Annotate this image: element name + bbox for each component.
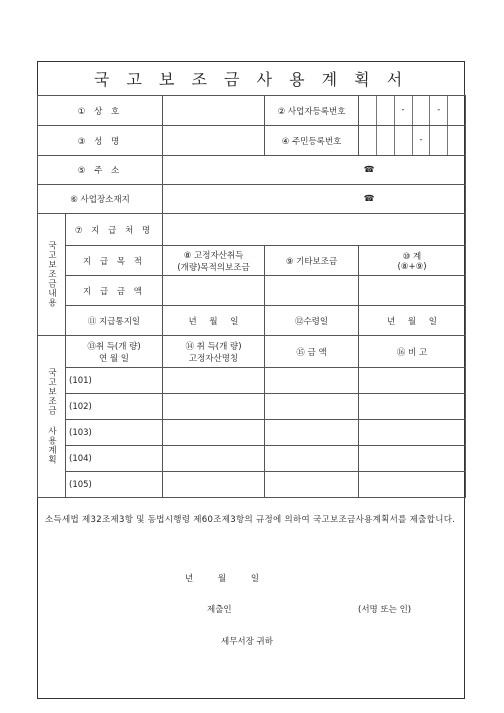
plan-cell[interactable]: [163, 394, 265, 420]
h13-header: ⑬취 득(개 량) 연 월 일: [66, 336, 163, 368]
plan-cell[interactable]: [163, 368, 265, 394]
signature-label: (서명 또는 인): [358, 605, 412, 615]
amount-col10[interactable]: [359, 276, 466, 306]
payer-label: ⑦ 지 급 처 명: [66, 214, 163, 246]
form-table: [37, 95, 466, 498]
receipt-value[interactable]: 년 월 일: [359, 306, 466, 336]
plan-cell[interactable]: [265, 394, 359, 420]
plan-cell[interactable]: [163, 446, 265, 472]
h16-header: ⑯ 비 고: [359, 336, 466, 368]
submit-date: 년 월 일: [185, 574, 260, 584]
company-label: ① 상 호: [38, 96, 163, 126]
submitter-label: 제출인: [207, 605, 232, 615]
plan-cell[interactable]: [163, 472, 265, 498]
name-value[interactable]: [163, 126, 265, 156]
receipt-label: ⑫수령일: [265, 306, 359, 336]
name-label: ③ 성 명: [38, 126, 163, 156]
site-label: ⑥ 사업장소재지: [38, 185, 163, 214]
col9-header: ⑨ 기타보조금: [265, 246, 359, 276]
plan-row-103: (103): [66, 420, 163, 446]
phone-icon: ☎: [363, 165, 375, 175]
plan-cell[interactable]: [265, 368, 359, 394]
plan-cell[interactable]: [265, 446, 359, 472]
site-value[interactable]: [163, 185, 466, 214]
plan-cell[interactable]: [359, 394, 466, 420]
plan-row-102: (102): [66, 394, 163, 420]
plan-row-104: (104): [66, 446, 163, 472]
plan-cell[interactable]: [359, 420, 466, 446]
amount-col9[interactable]: [265, 276, 359, 306]
amount-col8[interactable]: [163, 276, 265, 306]
plan-cell[interactable]: [359, 368, 466, 394]
payer-value[interactable]: [163, 214, 466, 246]
address-value[interactable]: [163, 156, 466, 185]
notice-date-label: ⑪ 지급통지일: [66, 306, 163, 336]
idno-sep: -: [413, 126, 431, 155]
plan-cell[interactable]: [163, 420, 265, 446]
col8-header: ⑧ 고정자산취득 (개량)목적의보조금: [163, 246, 265, 276]
col10-header: ⑩ 계 (⑧+⑨): [359, 246, 466, 276]
bizno-label: ② 사업자등록번호: [265, 96, 359, 126]
company-value[interactable]: [163, 96, 265, 126]
bizno-sep2: -: [430, 96, 448, 125]
plan-cell[interactable]: [265, 420, 359, 446]
amount-label: 지 급 금 액: [66, 276, 163, 306]
purpose-label: 지 급 목 적: [66, 246, 163, 276]
plan-row-101: (101): [66, 368, 163, 394]
plan-cell[interactable]: [359, 472, 466, 498]
plan-side-label: 국고보조금 사용계획: [38, 336, 66, 498]
recipient-label: 세무서장 귀하: [221, 637, 273, 647]
idno-value[interactable]: [359, 126, 466, 156]
bizno-value[interactable]: [359, 96, 466, 126]
notice-date-value[interactable]: 년 월 일: [163, 306, 265, 336]
h15-header: ⑮ 금 액: [265, 336, 359, 368]
address-label: ⑤ 주 소: [38, 156, 163, 185]
plan-cell[interactable]: [359, 446, 466, 472]
h14-header: ⑭ 취 득(개 량) 고정자산명칭: [163, 336, 265, 368]
bizno-sep1: -: [395, 96, 413, 125]
statement-text: 소득세법 제32조제3항 및 동법시행령 제60조제3항의 규정에 의하여 국고보조금사용계획서를 제출합니다.: [45, 515, 456, 525]
plan-row-105: (105): [66, 472, 163, 498]
plan-cell[interactable]: [265, 472, 359, 498]
form-title: 국 고 보 조 금 사 용 계 획 서: [93, 69, 409, 89]
phone-icon: ☎: [363, 194, 375, 204]
idno-label: ④ 주민등록번호: [265, 126, 359, 156]
subsidy-side-label: 국고보조금내용: [38, 214, 66, 336]
